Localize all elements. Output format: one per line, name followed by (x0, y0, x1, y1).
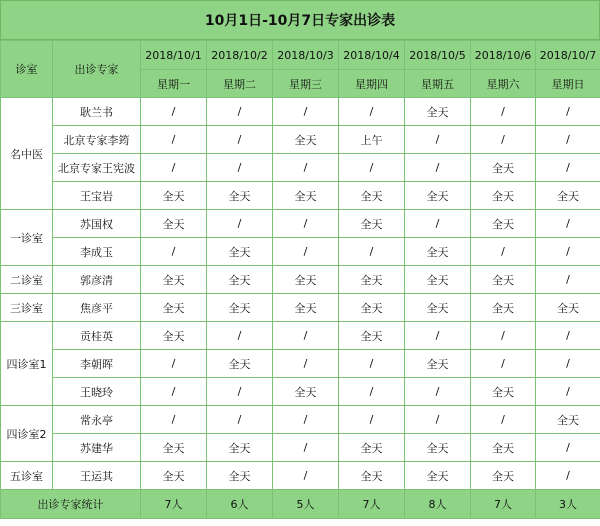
schedule-cell: 全天 (339, 322, 405, 350)
table-row (1, 462, 600, 490)
schedule-cell: 全天 (339, 462, 405, 490)
table-row (1, 378, 600, 406)
expert-name-cell: 王晓玲 (53, 378, 141, 406)
schedule-cell: / (536, 462, 600, 490)
schedule-cell: / (339, 154, 405, 182)
schedule-cell: / (471, 406, 536, 434)
schedule-cell: 全天 (405, 182, 471, 210)
schedule-cell: / (471, 98, 536, 126)
schedule-cell: / (536, 266, 600, 294)
table-row (1, 294, 600, 322)
room-cell: 二诊室 (1, 266, 53, 294)
schedule-cell: 全天 (471, 210, 536, 238)
weekday-header: 星期六 (471, 70, 536, 98)
schedule-cell: / (405, 210, 471, 238)
weekday-header: 星期日 (536, 70, 600, 98)
date-header: 2018/10/1 (141, 41, 207, 70)
room-cell: 五诊室 (1, 462, 53, 490)
schedule-cell: / (339, 406, 405, 434)
schedule-cell: / (471, 238, 536, 266)
schedule-cell: / (141, 126, 207, 154)
schedule-cell: 全天 (339, 294, 405, 322)
schedule-cell: 全天 (471, 462, 536, 490)
table-row (1, 126, 600, 154)
schedule-cell: 全天 (141, 294, 207, 322)
expert-name-cell: 北京专家王宪波 (53, 154, 141, 182)
schedule-cell: 全天 (339, 210, 405, 238)
schedule-cell: / (405, 322, 471, 350)
table-row (1, 210, 600, 238)
schedule-cell: 全天 (141, 434, 207, 462)
expert-name-cell: 王运其 (53, 462, 141, 490)
room-cell: 一诊室 (1, 210, 53, 266)
schedule-cell: / (141, 154, 207, 182)
table-row (1, 238, 600, 266)
schedule-cell: / (141, 406, 207, 434)
schedule-cell: 全天 (405, 434, 471, 462)
footer-label: 出诊专家统计 (1, 490, 141, 519)
footer-count: 7人 (339, 490, 405, 519)
schedule-cell: 全天 (405, 294, 471, 322)
schedule-cell: 全天 (273, 182, 339, 210)
schedule-cell: 全天 (141, 182, 207, 210)
table-row (1, 182, 600, 210)
schedule-cell: 全天 (471, 182, 536, 210)
schedule-cell: / (536, 322, 600, 350)
footer-count: 7人 (141, 490, 207, 519)
schedule-cell: / (536, 378, 600, 406)
schedule-cell: 全天 (273, 378, 339, 406)
expert-name-cell: 苏国权 (53, 210, 141, 238)
weekday-header: 星期三 (273, 70, 339, 98)
schedule-cell: / (273, 238, 339, 266)
schedule-cell: 全天 (471, 434, 536, 462)
room-cell: 四诊室1 (1, 322, 53, 406)
schedule-cell: 全天 (273, 266, 339, 294)
room-cell: 四诊室2 (1, 406, 53, 462)
schedule-cell: 全天 (207, 434, 273, 462)
expert-column-header: 出诊专家 (53, 41, 141, 98)
schedule-cell: 全天 (207, 350, 273, 378)
schedule-cell: / (405, 126, 471, 154)
table-row (1, 98, 600, 126)
expert-name-cell: 北京专家李筠 (53, 126, 141, 154)
schedule-cell: / (536, 98, 600, 126)
date-header: 2018/10/7 (536, 41, 600, 70)
schedule-cell: / (273, 322, 339, 350)
schedule-cell: 全天 (207, 182, 273, 210)
schedule-cell: / (141, 378, 207, 406)
schedule-cell: / (471, 126, 536, 154)
schedule-cell: 全天 (141, 266, 207, 294)
schedule-cell: 全天 (471, 294, 536, 322)
schedule-cell: / (536, 434, 600, 462)
schedule-cell: 全天 (141, 210, 207, 238)
schedule-cell: / (339, 350, 405, 378)
schedule-cell: 全天 (207, 238, 273, 266)
expert-name-cell: 常永亭 (53, 406, 141, 434)
schedule-cell: 全天 (207, 294, 273, 322)
schedule-cell: / (405, 406, 471, 434)
schedule-cell: / (536, 154, 600, 182)
schedule-cell: 全天 (471, 154, 536, 182)
schedule-cell: / (339, 378, 405, 406)
schedule-cell: 全天 (536, 182, 600, 210)
schedule-cell: 全天 (273, 126, 339, 154)
schedule-cell: / (207, 406, 273, 434)
expert-name-cell: 李成玉 (53, 238, 141, 266)
schedule-cell: / (141, 98, 207, 126)
schedule-cell: 全天 (405, 98, 471, 126)
schedule-cell: 全天 (141, 462, 207, 490)
table-row (1, 350, 600, 378)
weekday-header: 星期四 (339, 70, 405, 98)
schedule-cell: 全天 (405, 350, 471, 378)
schedule-cell: 全天 (339, 434, 405, 462)
date-header: 2018/10/5 (405, 41, 471, 70)
schedule-cell: / (207, 126, 273, 154)
schedule-cell: / (141, 238, 207, 266)
schedule-cell: / (536, 210, 600, 238)
table-row (1, 322, 600, 350)
schedule-cell: / (536, 126, 600, 154)
weekday-header: 星期五 (405, 70, 471, 98)
schedule-cell: / (207, 322, 273, 350)
footer-count: 6人 (207, 490, 273, 519)
schedule-cell: 全天 (536, 406, 600, 434)
table-row (1, 434, 600, 462)
schedule-cell: / (339, 98, 405, 126)
weekday-header: 星期二 (207, 70, 273, 98)
date-header: 2018/10/3 (273, 41, 339, 70)
schedule-cell: / (273, 350, 339, 378)
schedule-cell: / (405, 378, 471, 406)
weekday-header: 星期一 (141, 70, 207, 98)
date-header: 2018/10/6 (471, 41, 536, 70)
table-row (1, 154, 600, 182)
schedule-cell: / (273, 98, 339, 126)
schedule-cell: / (273, 210, 339, 238)
expert-name-cell: 李朝晖 (53, 350, 141, 378)
room-cell: 三诊室 (1, 294, 53, 322)
schedule-table (0, 40, 600, 519)
schedule-cell: 上午 (339, 126, 405, 154)
schedule-cell: / (471, 322, 536, 350)
schedule-cell: / (536, 350, 600, 378)
footer-count: 5人 (273, 490, 339, 519)
footer-count: 8人 (405, 490, 471, 519)
schedule-cell: 全天 (471, 266, 536, 294)
schedule-cell: 全天 (141, 322, 207, 350)
schedule-cell: 全天 (339, 266, 405, 294)
schedule-cell: / (207, 154, 273, 182)
schedule-body (1, 98, 600, 490)
schedule-cell: / (339, 238, 405, 266)
schedule-cell: 全天 (207, 266, 273, 294)
schedule-cell: 全天 (405, 238, 471, 266)
schedule-cell: 全天 (405, 462, 471, 490)
expert-name-cell: 郭彦清 (53, 266, 141, 294)
expert-name-cell: 王宝岩 (53, 182, 141, 210)
room-column-header: 诊室 (1, 41, 53, 98)
schedule-cell: 全天 (207, 462, 273, 490)
schedule-cell: / (471, 350, 536, 378)
date-header: 2018/10/2 (207, 41, 273, 70)
table-row (1, 266, 600, 294)
schedule-cell: 全天 (273, 294, 339, 322)
schedule-cell: / (273, 462, 339, 490)
schedule-cell: / (273, 154, 339, 182)
schedule-cell: / (273, 406, 339, 434)
footer-count: 7人 (471, 490, 536, 519)
table-row (1, 406, 600, 434)
expert-name-cell: 贡桂英 (53, 322, 141, 350)
expert-name-cell: 苏建华 (53, 434, 141, 462)
expert-name-cell: 耿兰书 (53, 98, 141, 126)
schedule-cell: / (207, 98, 273, 126)
schedule-cell: 全天 (536, 294, 600, 322)
expert-name-cell: 焦彦平 (53, 294, 141, 322)
room-cell: 名中医 (1, 98, 53, 210)
footer-count: 3人 (536, 490, 600, 519)
schedule-cell: / (141, 350, 207, 378)
page-title: 10月1日-10月7日专家出诊表 (0, 0, 600, 40)
date-header: 2018/10/4 (339, 41, 405, 70)
schedule-cell: / (405, 154, 471, 182)
schedule-cell: / (207, 210, 273, 238)
schedule-cell: 全天 (471, 378, 536, 406)
schedule-cell: 全天 (339, 182, 405, 210)
schedule-cell: / (207, 378, 273, 406)
schedule-cell: / (536, 238, 600, 266)
schedule-cell: 全天 (405, 266, 471, 294)
schedule-cell: / (273, 434, 339, 462)
